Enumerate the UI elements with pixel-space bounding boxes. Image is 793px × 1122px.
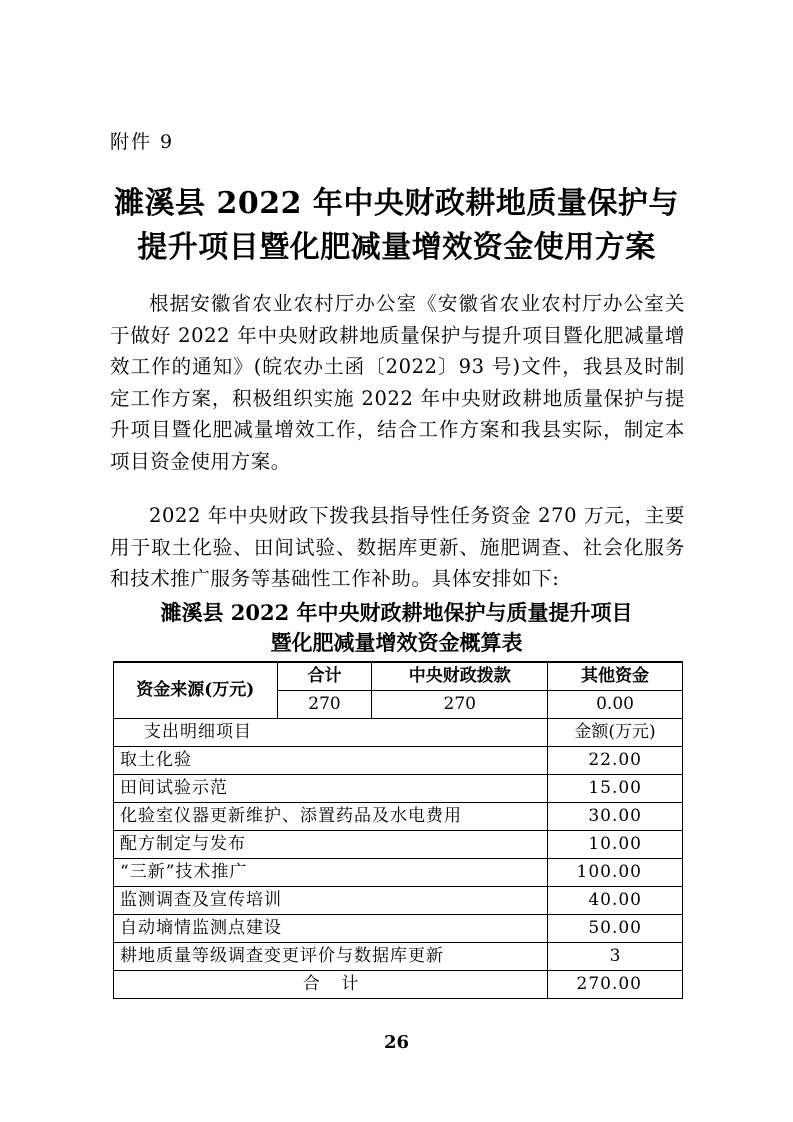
row-amount: 100.00 [548, 859, 683, 887]
table-row [114, 803, 683, 831]
sum-amount: 270.00 [548, 971, 683, 999]
row-amount: 40.00 [548, 887, 683, 915]
page-number: 26 [383, 1032, 410, 1053]
row-amount: 50.00 [548, 915, 683, 943]
row-item: 自动墒情监测点建设 [114, 915, 548, 943]
row-item: 监测调查及宣传培训 [114, 887, 548, 915]
paragraph-text: 2022 年中央财政下拨我县指导性任务资金 270 万元，主要用于取土化验、田间试验、数据库更新、施肥调查、社会化服务和技术推广服务等基础性工作补助。具体安排如下: [110, 504, 685, 590]
table-row [114, 887, 683, 915]
row-amount: 3 [548, 943, 683, 971]
row-item: “三新”技术推广 [114, 859, 548, 887]
sum-label: 合 计 [114, 971, 548, 999]
row-amount: 10.00 [548, 831, 683, 859]
document-title-line-1: 濉溪县 2022 年中央财政耕地质量保护与 [114, 186, 679, 221]
row-item: 田间试验示范 [114, 775, 548, 803]
row-item: 耕地质量等级调查变更评价与数据库更新 [114, 943, 548, 971]
sum-row [114, 971, 683, 999]
detail-header: 支出明细项目 [114, 719, 548, 747]
table-row [114, 747, 683, 775]
row-item: 配方制定与发布 [114, 831, 548, 859]
document-title-line-2: 提升项目暨化肥减量增效资金使用方案 [137, 230, 656, 265]
row-amount: 22.00 [548, 747, 683, 775]
amount-header: 金额(万元) [548, 719, 683, 747]
funding-source-label: 资金来源(万元) [114, 662, 278, 719]
table-row [114, 831, 683, 859]
attachment-label: 附件 9 [110, 131, 175, 153]
table-row [114, 859, 683, 887]
other-value: 0.00 [548, 691, 683, 719]
row-item: 化验室仪器更新维护、添置药品及水电费用 [114, 803, 548, 831]
col-central-header: 中央财政拨款 [372, 662, 548, 691]
body-paragraph-1 [110, 288, 685, 477]
budget-table [113, 661, 683, 999]
table-title-line-2: 暨化肥减量增效资金概算表 [270, 630, 523, 655]
row-item: 取土化验 [114, 747, 548, 775]
table-row [114, 915, 683, 943]
total-value: 270 [277, 691, 372, 719]
paragraph-text: 根据安徽省农业农村厅办公室《安徽省农业农村厅办公室关于做好 2022 年中央财政耕地质量保护与提升项目暨化肥减量增效工作的通知》(皖农办土函〔2022〕93 号)文件，我县及时制定工作方案，积极组织实施 2022 年中央财政耕地质量保护与提升项目暨化肥减量增效工作，结合工作方案和我县实际，制定本项目资金使用方案。 [110, 292, 685, 473]
row-amount: 30.00 [548, 803, 683, 831]
col-other-header: 其他资金 [548, 662, 683, 691]
table-header-row [114, 662, 683, 691]
body-paragraph-2 [110, 500, 685, 595]
central-value: 270 [372, 691, 548, 719]
table-title-line-1: 濉溪县 2022 年中央财政耕地保护与质量提升项目 [160, 600, 633, 625]
col-total-header: 合计 [277, 662, 372, 691]
table-row [114, 943, 683, 971]
row-amount: 15.00 [548, 775, 683, 803]
detail-header-row [114, 719, 683, 747]
table-row [114, 775, 683, 803]
